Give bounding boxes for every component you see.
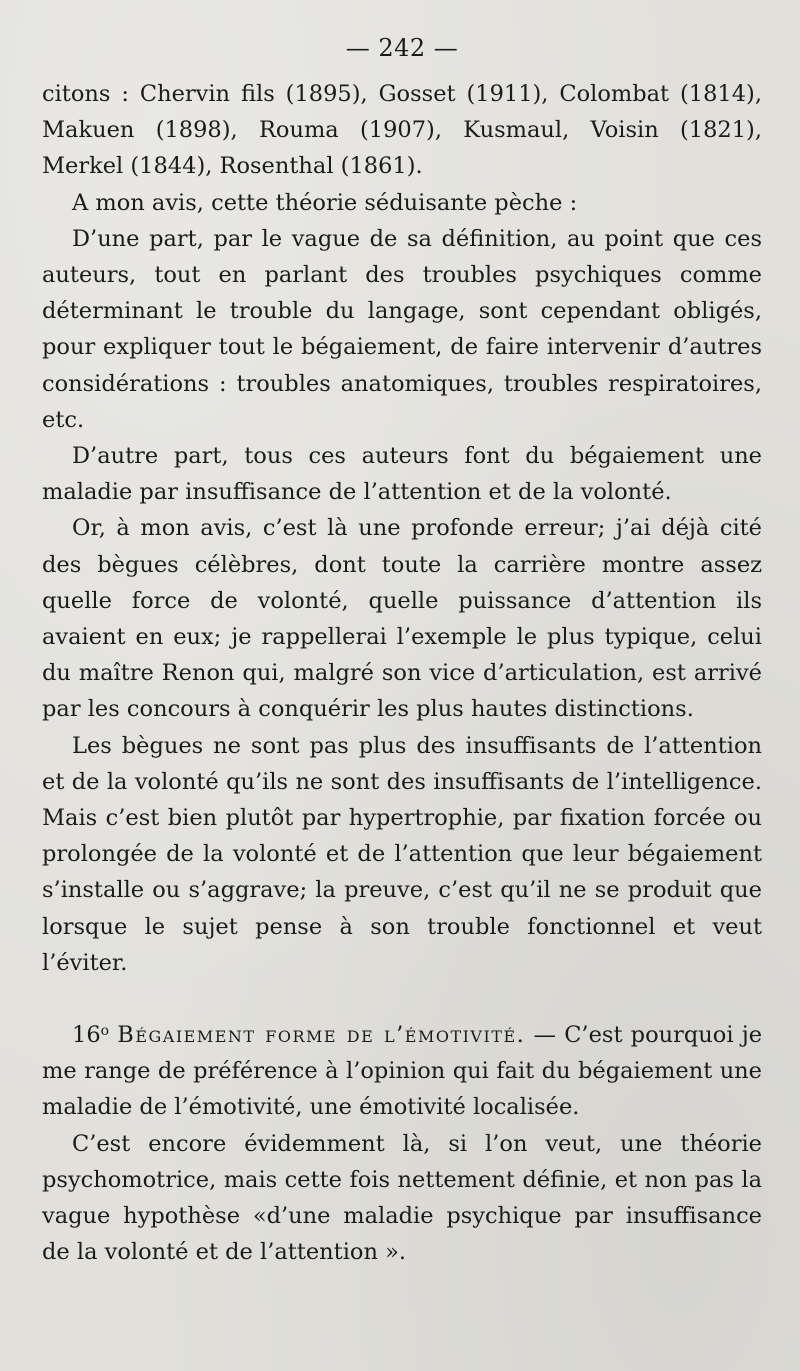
section-16-paragraph [42,1017,762,1126]
paragraph-second-objection: D’autre part, tous ces auteurs font du bégaiement une maladie par insuffisance de l’attention et de la volonté. [42,443,762,506]
page-body [42,76,762,1271]
paragraph-first-objection: D’une part, par le vague de sa définition, au point que ces auteurs, tout en parlant des troubles psychiques comme déterminant le trouble du langage, sont cependant obligés, pour expliquer tout le bégaiement, de faire intervenir d’autres considérations : troubles anatomiques, troubles respiratoires, etc. [42,225,762,433]
paragraph-citations: citons : Chervin fils (1895), Gosset (1911), Colombat (1814), Makuen (1898), Rouma (1907), Kusmaul, Voisin (1821), Merkel (1844), Rosenthal (1861). [42,81,762,180]
section-number: 16 [72,1022,101,1049]
page-number: — 242 — [345,34,459,62]
section-lead-text: — C’est pourquoi je me range de préférence à l’opinion qui fait du bégaiement une maladie de l’émotivité, une émotivité localisée. [42,1022,763,1121]
paragraph-psychomotor-theory: C’est encore évidemment là, si l’on veut, une théorie psychomotrice, mais cette fois nettement définie, et non pas la vague hypothèse «d’une maladie psychique par insuffisance de la volonté et de l’attention ». [42,1130,762,1266]
paragraph-opinion: A mon avis, cette théorie séduisante pèche : [72,189,578,216]
section-ordinal: o [100,1023,110,1040]
paragraph-error: Or, à mon avis, c’est là une profonde erreur; j’ai déjà cité des bègues célèbres, dont toute la carrière montre assez quelle force de volonté, quelle puissance d’attention ils avaient en eux; je rappellerai l’exemple le plus typique, celui du maître Renon qui, malgré son vice d’articulation, est arrivé par les concours à conquérir les plus hautes distinctions. [42,515,762,723]
section-heading: Bégaiement forme de l’émotivité. [117,1022,526,1049]
paragraph-stutterers: Les bègues ne sont pas plus des insuffisants de l’attention et de la volonté qu’ils ne sont des insuffisants de l’intelligence. Mais c’est bien plutôt par hypertrophie, par fixation forcée ou prolongée de la volonté et de l’attention que leur bégaiement s’installe ou s’aggrave; la preuve, c’est qu’il ne se produit que lorsque le sujet pense à son trouble fonctionnel et veut l’éviter. [42,732,762,976]
